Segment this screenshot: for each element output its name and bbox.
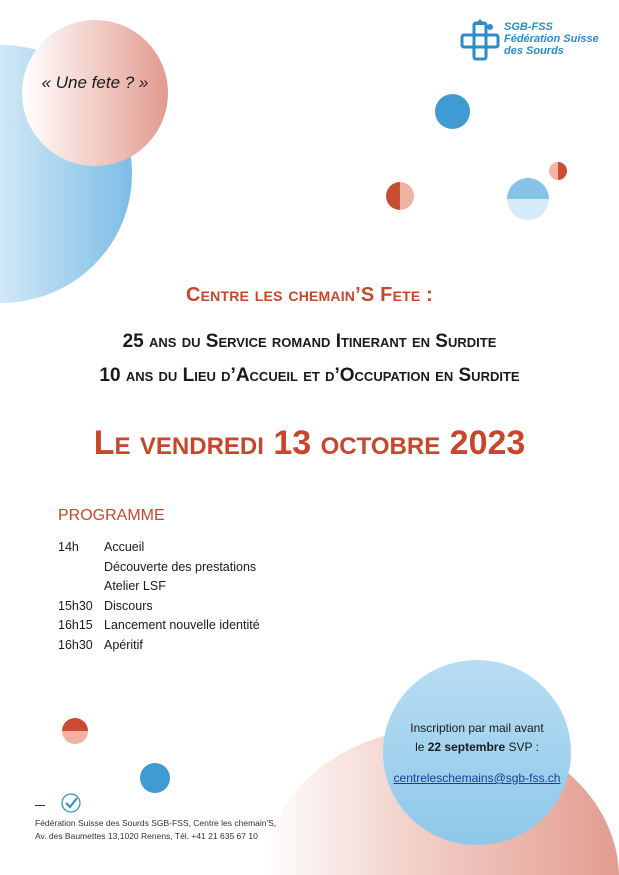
event-title: Centre les chemain’S Fete : <box>185 284 434 306</box>
decorative-circle <box>140 763 170 793</box>
sgb-fss-cross-icon <box>460 19 500 63</box>
programme-label: Accueil <box>104 540 145 554</box>
programme-time <box>58 560 104 580</box>
footer-line: Fédération Suisse des Sourds SGB-FSS, Centre les chemain'S, <box>35 818 277 828</box>
logo-text <box>504 21 599 57</box>
programme-list <box>58 540 260 657</box>
organization-logo <box>460 19 610 64</box>
logo-line: des Sourds <box>504 45 564 57</box>
programme-row <box>58 560 260 580</box>
inscription-prefix: le <box>415 740 425 754</box>
programme-label: Discours <box>104 598 153 613</box>
inscription-suffix: SVP : <box>508 740 539 754</box>
inscription-text: Inscription par mail avant <box>410 721 544 735</box>
programme-label: Découverte des prestations <box>104 559 257 574</box>
programme-time: 16h30 <box>58 637 93 652</box>
decorative-circle <box>62 718 88 744</box>
logo-line: Fédération Suisse <box>504 33 599 45</box>
email-link[interactable]: centreleschemains@sgb-fss.ch <box>393 771 561 785</box>
programme-time: 14h <box>58 540 79 554</box>
programme-title: PROGRAMME <box>58 507 165 524</box>
programme-label: Apéritif <box>104 637 143 652</box>
event-date: Le vendredi 13 octobre 2023 <box>93 424 526 462</box>
programme-label: Lancement nouvelle identité <box>104 618 260 632</box>
footer-address <box>35 817 276 843</box>
programme-label: Atelier LSF <box>104 579 166 593</box>
programme-time: 15h30 <box>58 598 93 613</box>
decorative-circle <box>386 182 414 210</box>
footer-divider <box>35 805 45 806</box>
programme-row <box>58 638 260 658</box>
inscription-box <box>390 719 564 788</box>
inscription-date: 22 septembre <box>427 740 506 754</box>
decorative-circle <box>507 178 549 220</box>
decorative-circle <box>435 94 470 129</box>
logo-line: SGB-FSS <box>504 21 553 33</box>
checkmark-badge-icon <box>60 792 82 814</box>
anniversary-line: 10 ans du Lieu d’Accueil et d’Occupation en Surdite <box>99 365 520 386</box>
anniversary-line: 25 ans du Service romand Itinerant en Surdite <box>122 331 497 352</box>
event-titles <box>0 284 619 386</box>
decorative-circle <box>22 20 168 166</box>
programme-time <box>58 579 104 599</box>
programme-row <box>58 599 260 619</box>
programme-row <box>58 579 260 599</box>
programme-time: 16h15 <box>58 618 93 632</box>
programme-row <box>58 540 260 560</box>
footer-line: Av. des Baumettes 13,1020 Renens, Tél. +41 21 635 67 10 <box>35 831 258 841</box>
tagline: « Une fete ? » <box>41 73 149 92</box>
programme-row <box>58 618 260 638</box>
decorative-circle <box>549 162 567 180</box>
inscription-deadline <box>390 738 564 757</box>
